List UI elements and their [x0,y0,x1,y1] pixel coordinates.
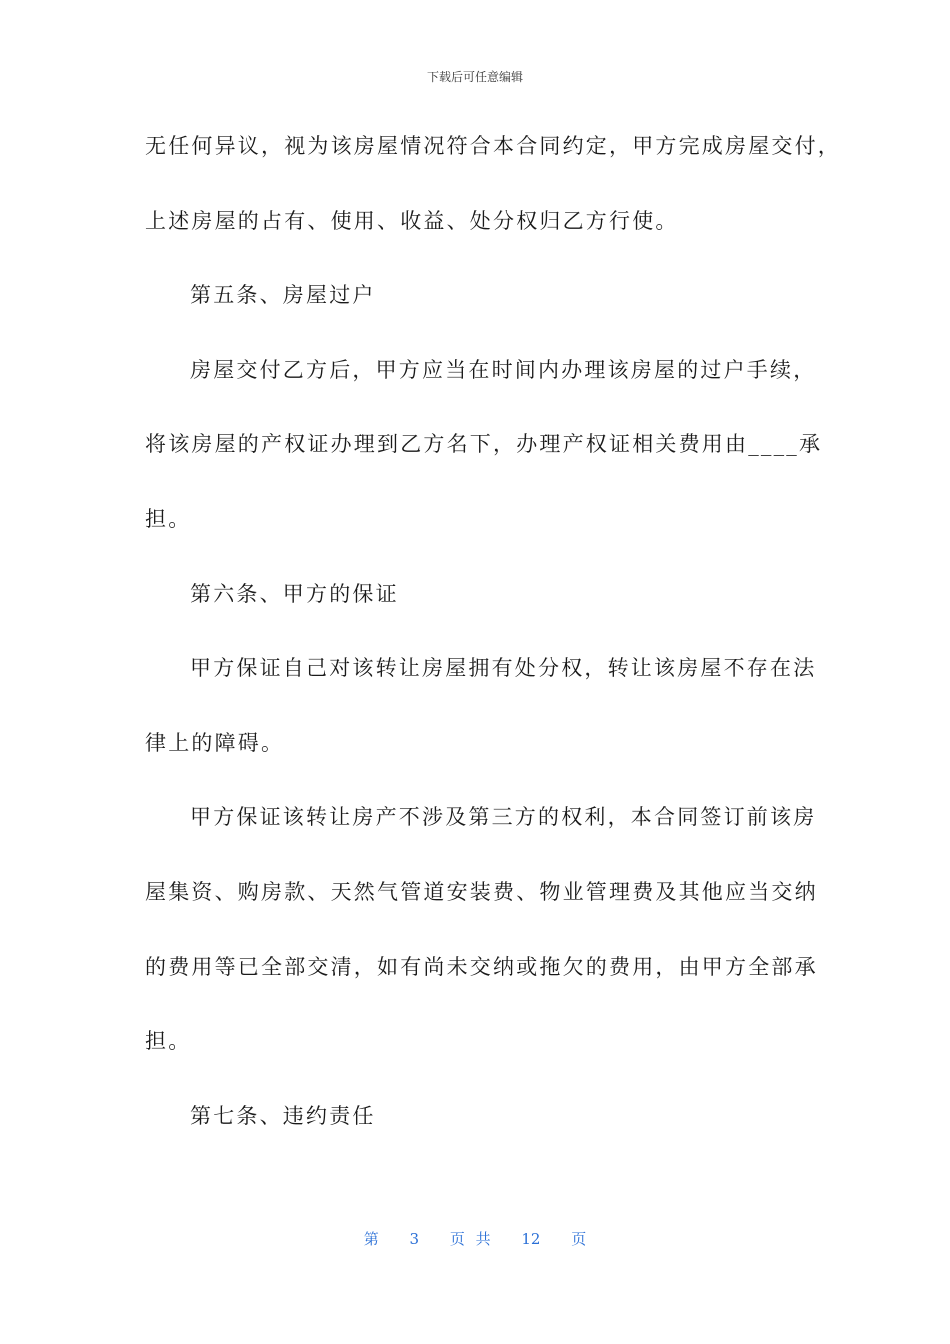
section-heading: 第六条、甲方的保证 [190,581,399,606]
body-line: 屋集资、购房款、天然气管道安装费、物业管理费及其他应当交纳 [145,879,818,904]
document-body [145,124,841,1168]
body-line: 担。 [145,1029,192,1054]
body-line: 将该房屋的产权证办理到乙方名下，办理产权证相关费用由____承 [145,432,823,457]
page-footer [0,1228,950,1249]
page-header: 下载后可任意编辑 [426,70,523,84]
body-line: 无任何异议，视为该房屋情况符合本合同约定，甲方完成房屋交付， [145,134,841,158]
body-line: 甲方保证自己对该转让房屋拥有处分权，转让该房屋不存在法 [190,656,817,681]
body-line: 律上的障碍。 [145,730,285,755]
body-line: 甲方保证该转让房产不涉及第三方的权利，本合同签订前该房 [190,805,817,830]
total-pages-number: 12 [521,1230,541,1248]
body-line: 担。 [145,506,192,531]
footer-prefix: 第 [363,1230,379,1248]
current-page-number: 3 [409,1230,420,1248]
footer-suffix: 页 [571,1230,587,1248]
section-heading: 第五条、房屋过户 [190,283,376,308]
body-line: 的费用等已全部交清，如有尚未交纳或拖欠的费用，由甲方全部承 [145,954,818,979]
body-line: 上述房屋的占有、使用、收益、处分权归乙方行使。 [145,208,679,233]
section-heading: 第七条、违约责任 [190,1103,376,1128]
footer-middle: 页 共 [449,1230,491,1248]
body-line: 房屋交付乙方后，甲方应当在时间内办理该房屋的过户手续， [190,357,817,382]
